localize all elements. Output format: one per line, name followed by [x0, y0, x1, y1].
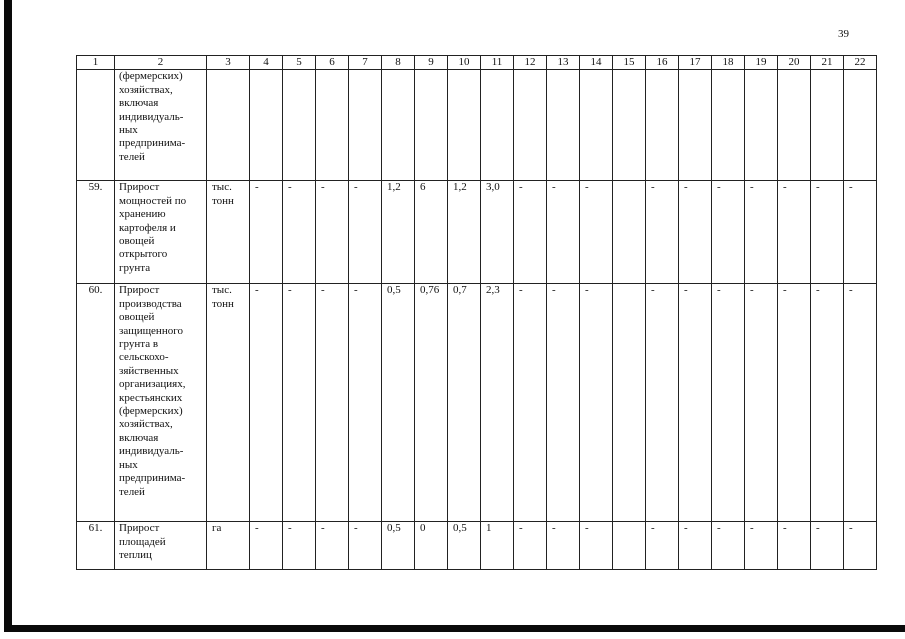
- value-cell: -: [844, 522, 877, 570]
- value-cell: -: [283, 284, 316, 522]
- value-cell: -: [712, 284, 745, 522]
- value-cell: [844, 70, 877, 181]
- value-cell: -: [349, 181, 382, 284]
- indicator-name-line: (фермерских): [119, 405, 183, 418]
- value-cell: [316, 70, 349, 181]
- indicator-name-line: защищенного: [119, 324, 183, 337]
- column-number-cell: 18: [712, 56, 745, 70]
- indicator-name-line: теплиц: [119, 549, 152, 562]
- scan-bottom-border: [4, 625, 905, 632]
- value-cell: -: [514, 284, 547, 522]
- indicator-name-line: открытого: [119, 248, 168, 261]
- value-cell: -: [844, 181, 877, 284]
- value-cell: 1,2: [382, 181, 415, 284]
- table-row: [77, 181, 877, 284]
- value-cell: [250, 70, 283, 181]
- value-cell: 0,76: [415, 284, 448, 522]
- value-cell: -: [811, 181, 844, 284]
- indicator-name-line: Прирост: [119, 181, 160, 194]
- value-cell: [613, 522, 646, 570]
- value-cell: -: [349, 522, 382, 570]
- unit-line: тыс.: [212, 181, 232, 194]
- value-cell: -: [250, 522, 283, 570]
- value-cell: -: [646, 284, 679, 522]
- value-cell: [712, 70, 745, 181]
- indicator-name-cell: [115, 522, 207, 570]
- row-number-cell: 60.: [77, 284, 115, 522]
- value-cell: -: [778, 284, 811, 522]
- value-cell: -: [778, 181, 811, 284]
- unit-cell: [207, 181, 250, 284]
- value-cell: 0,5: [382, 284, 415, 522]
- indicator-name-line: картофеля и: [119, 221, 176, 234]
- row-number-cell: [77, 70, 115, 181]
- column-number-cell: 8: [382, 56, 415, 70]
- indicator-name-line: Прирост: [119, 284, 160, 297]
- indicator-name-line: хозяйствах,: [119, 418, 173, 431]
- indicator-name-cell: [115, 70, 207, 181]
- table-body: [77, 56, 877, 570]
- value-cell: [613, 181, 646, 284]
- value-cell: -: [580, 181, 613, 284]
- value-cell: 1: [481, 522, 514, 570]
- value-cell: [778, 70, 811, 181]
- indicator-name-line: хозяйствах,: [119, 83, 173, 96]
- indicator-name-line: хранению: [119, 208, 166, 221]
- indicator-name-line: производства: [119, 297, 182, 310]
- unit-line: га: [212, 522, 222, 535]
- value-cell: [283, 70, 316, 181]
- table-row: [77, 284, 877, 522]
- column-number-cell: 20: [778, 56, 811, 70]
- indicators-table: [76, 55, 877, 570]
- table-row: [77, 70, 877, 181]
- column-number-cell: 9: [415, 56, 448, 70]
- value-cell: [547, 70, 580, 181]
- column-number-cell: 13: [547, 56, 580, 70]
- value-cell: -: [712, 181, 745, 284]
- value-cell: -: [745, 284, 778, 522]
- value-cell: [580, 70, 613, 181]
- value-cell: -: [250, 284, 283, 522]
- unit-cell: [207, 522, 250, 570]
- indicator-name-cell: [115, 181, 207, 284]
- indicator-name-line: зяйственных: [119, 364, 179, 377]
- column-number-cell: 7: [349, 56, 382, 70]
- value-cell: -: [283, 181, 316, 284]
- value-cell: -: [547, 181, 580, 284]
- column-number-cell: 15: [613, 56, 646, 70]
- column-number-cell: 17: [679, 56, 712, 70]
- row-number-cell: 59.: [77, 181, 115, 284]
- value-cell: 1,2: [448, 181, 481, 284]
- value-cell: -: [811, 522, 844, 570]
- column-number-row: [77, 56, 877, 70]
- table-row: [77, 522, 877, 570]
- unit-line: тыс.: [212, 284, 232, 297]
- indicator-name-line: мощностей по: [119, 194, 187, 207]
- unit-cell: [207, 284, 250, 522]
- value-cell: -: [778, 522, 811, 570]
- value-cell: -: [844, 284, 877, 522]
- value-cell: [481, 70, 514, 181]
- indicator-name-line: крестьянских: [119, 391, 183, 404]
- row-number-cell: 61.: [77, 522, 115, 570]
- value-cell: 0,7: [448, 284, 481, 522]
- value-cell: [613, 284, 646, 522]
- value-cell: -: [547, 522, 580, 570]
- indicator-name-line: ных: [119, 124, 138, 137]
- value-cell: [613, 70, 646, 181]
- value-cell: -: [547, 284, 580, 522]
- value-cell: -: [283, 522, 316, 570]
- value-cell: [514, 70, 547, 181]
- value-cell: 0: [415, 522, 448, 570]
- indicator-name-line: ных: [119, 458, 138, 471]
- value-cell: -: [679, 522, 712, 570]
- indicator-name-line: Прирост: [119, 522, 160, 535]
- value-cell: 2,3: [481, 284, 514, 522]
- unit-line: тонн: [212, 194, 234, 207]
- value-cell: -: [316, 284, 349, 522]
- indicator-name-cell: [115, 284, 207, 522]
- value-cell: -: [679, 181, 712, 284]
- value-cell: -: [646, 181, 679, 284]
- value-cell: -: [745, 181, 778, 284]
- indicator-name-line: индивидуаль-: [119, 110, 184, 123]
- indicator-name-line: телей: [119, 485, 145, 498]
- column-number-cell: 16: [646, 56, 679, 70]
- scan-left-border: [4, 0, 12, 632]
- column-number-cell: 3: [207, 56, 250, 70]
- unit-line: тонн: [212, 297, 234, 310]
- value-cell: -: [349, 284, 382, 522]
- value-cell: -: [679, 284, 712, 522]
- value-cell: 0,5: [448, 522, 481, 570]
- column-number-cell: 21: [811, 56, 844, 70]
- column-number-cell: 2: [115, 56, 207, 70]
- indicator-name-line: сельскохо-: [119, 351, 169, 364]
- column-number-cell: 12: [514, 56, 547, 70]
- indicator-name-line: индивидуаль-: [119, 445, 184, 458]
- column-number-cell: 5: [283, 56, 316, 70]
- value-cell: -: [646, 522, 679, 570]
- value-cell: [811, 70, 844, 181]
- value-cell: [415, 70, 448, 181]
- value-cell: -: [712, 522, 745, 570]
- indicator-name-line: телей: [119, 150, 145, 163]
- value-cell: -: [745, 522, 778, 570]
- column-number-cell: 10: [448, 56, 481, 70]
- value-cell: -: [580, 284, 613, 522]
- indicator-name-line: организациях,: [119, 378, 186, 391]
- column-number-cell: 14: [580, 56, 613, 70]
- value-cell: [646, 70, 679, 181]
- indicator-name-line: включая: [119, 97, 159, 110]
- indicator-name-line: овощей: [119, 311, 155, 324]
- indicator-name-line: (фермерских): [119, 70, 183, 83]
- indicator-name-line: площадей: [119, 535, 166, 548]
- indicator-name-line: предпринима-: [119, 137, 186, 150]
- value-cell: -: [514, 181, 547, 284]
- column-number-cell: 4: [250, 56, 283, 70]
- unit-cell: [207, 70, 250, 181]
- value-cell: [382, 70, 415, 181]
- page-number: 39: [838, 28, 849, 40]
- value-cell: -: [514, 522, 547, 570]
- value-cell: 3,0: [481, 181, 514, 284]
- column-number-cell: 6: [316, 56, 349, 70]
- value-cell: [448, 70, 481, 181]
- column-number-cell: 19: [745, 56, 778, 70]
- value-cell: 6: [415, 181, 448, 284]
- column-number-cell: 22: [844, 56, 877, 70]
- column-number-cell: 11: [481, 56, 514, 70]
- value-cell: [745, 70, 778, 181]
- indicator-name-line: грунта: [119, 261, 151, 274]
- indicator-name-line: включая: [119, 431, 159, 444]
- column-number-cell: 1: [77, 56, 115, 70]
- value-cell: -: [250, 181, 283, 284]
- indicator-name-line: грунта в: [119, 338, 159, 351]
- value-cell: 0,5: [382, 522, 415, 570]
- value-cell: [679, 70, 712, 181]
- value-cell: -: [316, 181, 349, 284]
- indicator-name-line: предпринима-: [119, 472, 186, 485]
- value-cell: -: [811, 284, 844, 522]
- indicator-name-line: овощей: [119, 235, 155, 248]
- value-cell: -: [316, 522, 349, 570]
- value-cell: [349, 70, 382, 181]
- value-cell: -: [580, 522, 613, 570]
